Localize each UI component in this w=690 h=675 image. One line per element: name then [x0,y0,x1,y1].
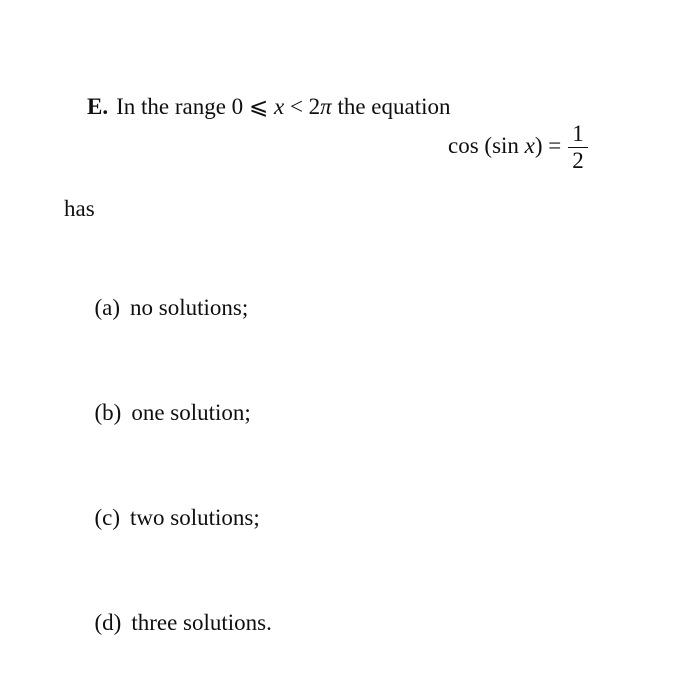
option-b [60,360,272,465]
equation-lhs [448,134,561,157]
options-list [60,255,272,675]
fraction-one-half [568,121,588,174]
option-b-text: one solution; [131,400,251,425]
pi-symbol: π [320,94,332,119]
problem-label: E. [87,94,109,119]
option-a [60,255,272,360]
option-d-label: (d) [94,610,122,635]
option-a-text: no solutions; [130,295,249,320]
option-a-label: (a) [94,295,121,320]
leq-slant-symbol: ⩽ [248,94,274,119]
fraction-numerator: 1 [568,121,588,148]
equation-suffix: ) = [534,133,562,158]
statement-text-3: the equation [331,94,451,119]
statement-text-1: In the range 0 [116,94,249,119]
fraction-denominator: 2 [572,148,584,173]
option-d-text: three solutions. [131,610,272,635]
displayed-equation [448,121,588,174]
equation-prefix: cos (sin [448,133,525,158]
problem-statement-line [64,72,451,141]
option-c-label: (c) [94,505,121,530]
option-c [60,465,272,570]
option-c-text: two solutions; [130,505,260,530]
option-d [60,570,272,675]
variable-x: x [273,94,285,119]
equation-variable-x: x [524,133,535,158]
option-b-label: (b) [94,400,122,425]
statement-text-2: < 2 [284,94,321,119]
statement-verb: has [64,196,95,221]
